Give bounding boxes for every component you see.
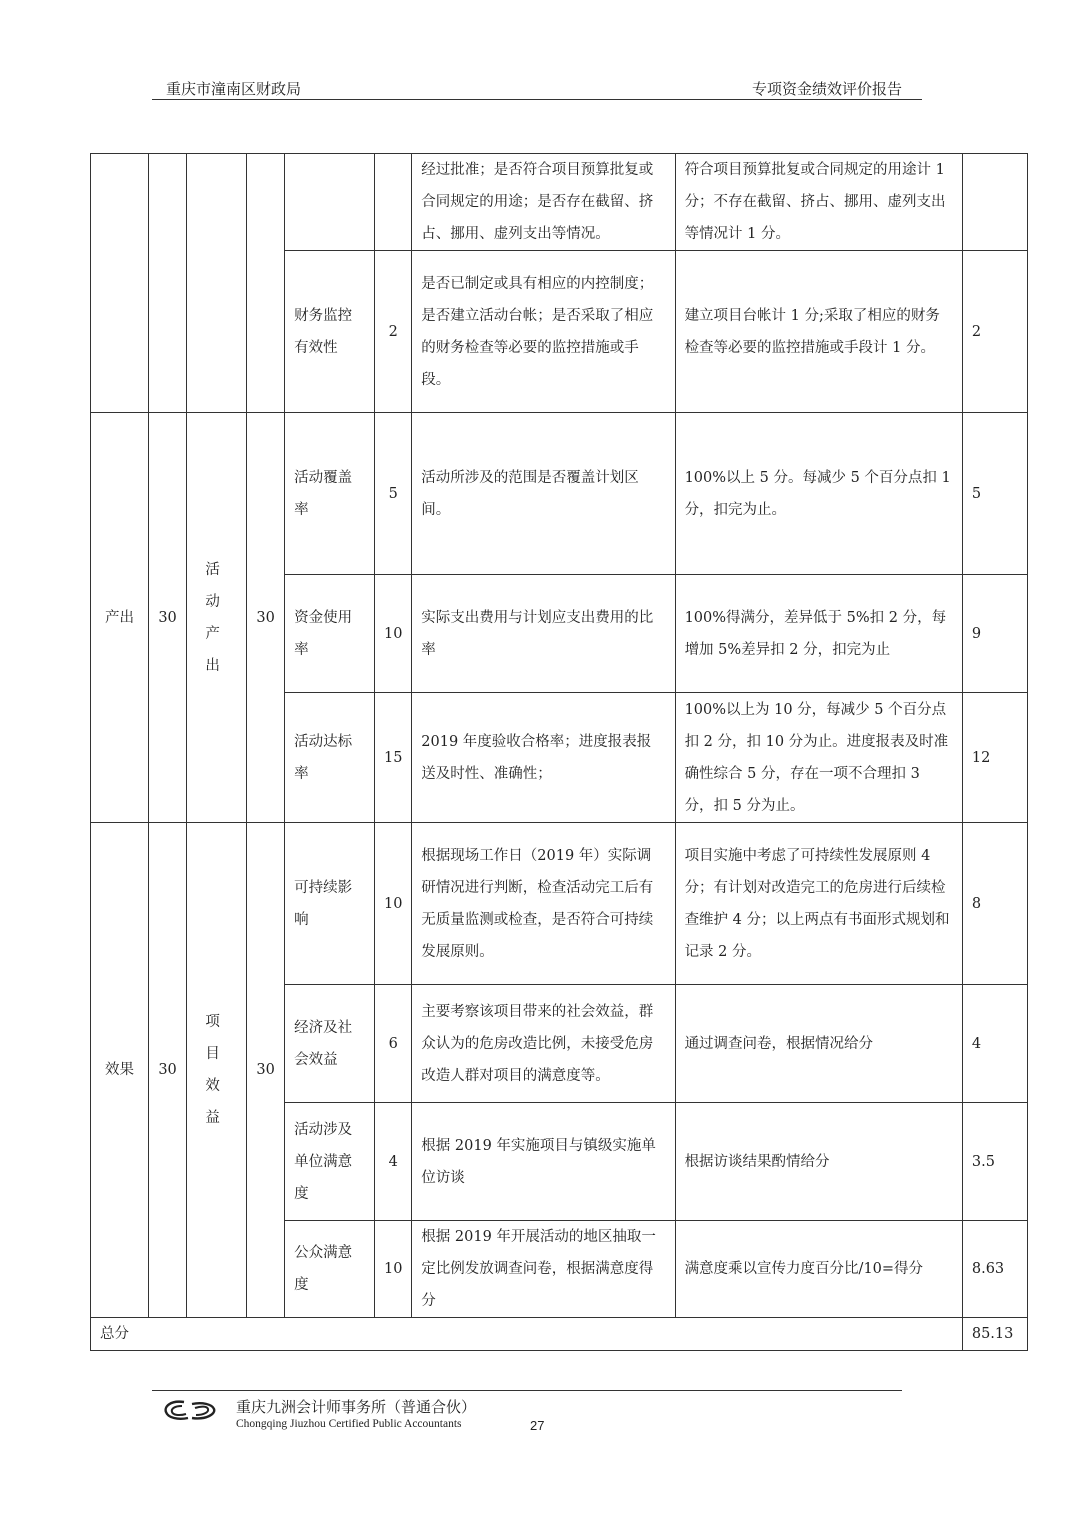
score-cell: 8.63 bbox=[962, 1221, 1027, 1318]
level1-weight-cell bbox=[149, 154, 187, 413]
weight-cell bbox=[375, 154, 412, 251]
table-row bbox=[91, 154, 1028, 251]
indicator-cell: 经济及社会效益 bbox=[285, 985, 375, 1103]
total-row bbox=[91, 1318, 1028, 1351]
criteria-cell: 实际支出费用与计划应支出费用的比率 bbox=[412, 575, 675, 693]
level1-cell: 效果 bbox=[91, 823, 149, 1318]
score-cell: 9 bbox=[962, 575, 1027, 693]
footer-firm-cn: 重庆九洲会计师事务所（普通合伙） bbox=[236, 1398, 477, 1416]
indicator-cell bbox=[285, 154, 375, 251]
level2-label: 活动产出 bbox=[205, 561, 228, 674]
page-header-right: 专项资金绩效评价报告 bbox=[752, 80, 903, 98]
criteria-cell: 根据现场工作日（2019 年）实际调研情况进行判断，检查活动完工后有无质量监测或检查，是否符合可持续发展原则。 bbox=[412, 823, 675, 985]
scoring-cell: 建立项目台帐计 1 分;采取了相应的财务检查等必要的监控措施或手段计 1 分。 bbox=[675, 251, 962, 413]
weight-cell: 5 bbox=[375, 413, 412, 575]
criteria-cell: 主要考察该项目带来的社会效益，群众认为的危房改造比例，未接受危房改造人群对项目的满意度等。 bbox=[412, 985, 675, 1103]
weight-cell: 15 bbox=[375, 693, 412, 823]
total-label: 总分 bbox=[91, 1318, 963, 1351]
scoring-cell: 满意度乘以宣传力度百分比/10=得分 bbox=[675, 1221, 962, 1318]
score-cell: 8 bbox=[962, 823, 1027, 985]
criteria-cell: 是否已制定或具有相应的内控制度；是否建立活动台帐；是否采取了相应的财务检查等必要的监控措施或手段。 bbox=[412, 251, 675, 413]
score-cell: 12 bbox=[962, 693, 1027, 823]
level1-cell: 产出 bbox=[91, 413, 149, 823]
weight-cell: 4 bbox=[375, 1103, 412, 1221]
scoring-cell: 根据访谈结果酌情给分 bbox=[675, 1103, 962, 1221]
footer-rule bbox=[152, 1390, 902, 1391]
page-number: 27 bbox=[530, 1418, 545, 1433]
criteria-cell: 2019 年度验收合格率；进度报表报送及时性、准确性； bbox=[412, 693, 675, 823]
score-cell: 4 bbox=[962, 985, 1027, 1103]
firm-logo-icon bbox=[162, 1398, 218, 1424]
weight-cell: 6 bbox=[375, 985, 412, 1103]
level1-weight-cell: 30 bbox=[149, 823, 187, 1318]
weight-cell: 10 bbox=[375, 575, 412, 693]
level2-weight-cell bbox=[247, 154, 285, 413]
criteria-cell: 活动所涉及的范围是否覆盖计划区间。 bbox=[412, 413, 675, 575]
weight-cell: 10 bbox=[375, 823, 412, 985]
criteria-cell: 根据 2019 年开展活动的地区抽取一定比例发放调查问卷，根据满意度得分 bbox=[412, 1221, 675, 1318]
scoring-cell: 通过调查问卷，根据情况给分 bbox=[675, 985, 962, 1103]
score-cell bbox=[962, 154, 1027, 251]
total-value: 85.13 bbox=[962, 1318, 1027, 1351]
level2-cell bbox=[187, 154, 247, 413]
level2-weight-cell: 30 bbox=[247, 823, 285, 1318]
weight-cell: 10 bbox=[375, 1221, 412, 1318]
score-cell: 2 bbox=[962, 251, 1027, 413]
scoring-cell: 100%以上 5 分。每减少 5 个百分点扣 1 分，扣完为止。 bbox=[675, 413, 962, 575]
level1-cell bbox=[91, 154, 149, 413]
criteria-cell: 根据 2019 年实施项目与镇级实施单位访谈 bbox=[412, 1103, 675, 1221]
indicator-cell: 可持续影响 bbox=[285, 823, 375, 985]
indicator-cell: 活动涉及单位满意度 bbox=[285, 1103, 375, 1221]
score-cell: 3.5 bbox=[962, 1103, 1027, 1221]
table-row bbox=[91, 823, 1028, 985]
scoring-cell: 项目实施中考虑了可持续性发展原则 4 分；有计划对改造完工的危房进行后续检查维护 4 分；以上两点有书面形式规划和记录 2 分。 bbox=[675, 823, 962, 985]
evaluation-table bbox=[90, 153, 1028, 1351]
level2-label: 项目效益 bbox=[205, 1014, 228, 1126]
table-row bbox=[91, 413, 1028, 575]
scoring-cell: 符合项目预算批复或合同规定的用途计 1 分；不存在截留、挤占、挪用、虚列支出等情况计 1 分。 bbox=[675, 154, 962, 251]
indicator-cell: 公众满意度 bbox=[285, 1221, 375, 1318]
scoring-cell: 100%以上为 10 分，每减少 5 个百分点扣 2 分，扣 10 分为止。进度报表及时准确性综合 5 分，存在一项不合理扣 3 分，扣 5 分为止。 bbox=[675, 693, 962, 823]
indicator-cell: 财务监控有效性 bbox=[285, 251, 375, 413]
indicator-cell: 资金使用率 bbox=[285, 575, 375, 693]
weight-cell: 2 bbox=[375, 251, 412, 413]
header-rule bbox=[152, 99, 922, 100]
footer-firm-en: Chongqing Jiuzhou Certified Public Accountants bbox=[236, 1418, 462, 1430]
level1-weight-cell: 30 bbox=[149, 413, 187, 823]
level2-weight-cell: 30 bbox=[247, 413, 285, 823]
level2-cell bbox=[187, 823, 247, 1318]
indicator-cell: 活动覆盖率 bbox=[285, 413, 375, 575]
level2-cell bbox=[187, 413, 247, 823]
scoring-cell: 100%得满分，差异低于 5%扣 2 分，每增加 5%差异扣 2 分，扣完为止 bbox=[675, 575, 962, 693]
page-header-left: 重庆市潼南区财政局 bbox=[166, 80, 302, 98]
indicator-cell: 活动达标率 bbox=[285, 693, 375, 823]
score-cell: 5 bbox=[962, 413, 1027, 575]
criteria-cell: 经过批准；是否符合项目预算批复或合同规定的用途；是否存在截留、挤占、挪用、虚列支出等情况。 bbox=[412, 154, 675, 251]
